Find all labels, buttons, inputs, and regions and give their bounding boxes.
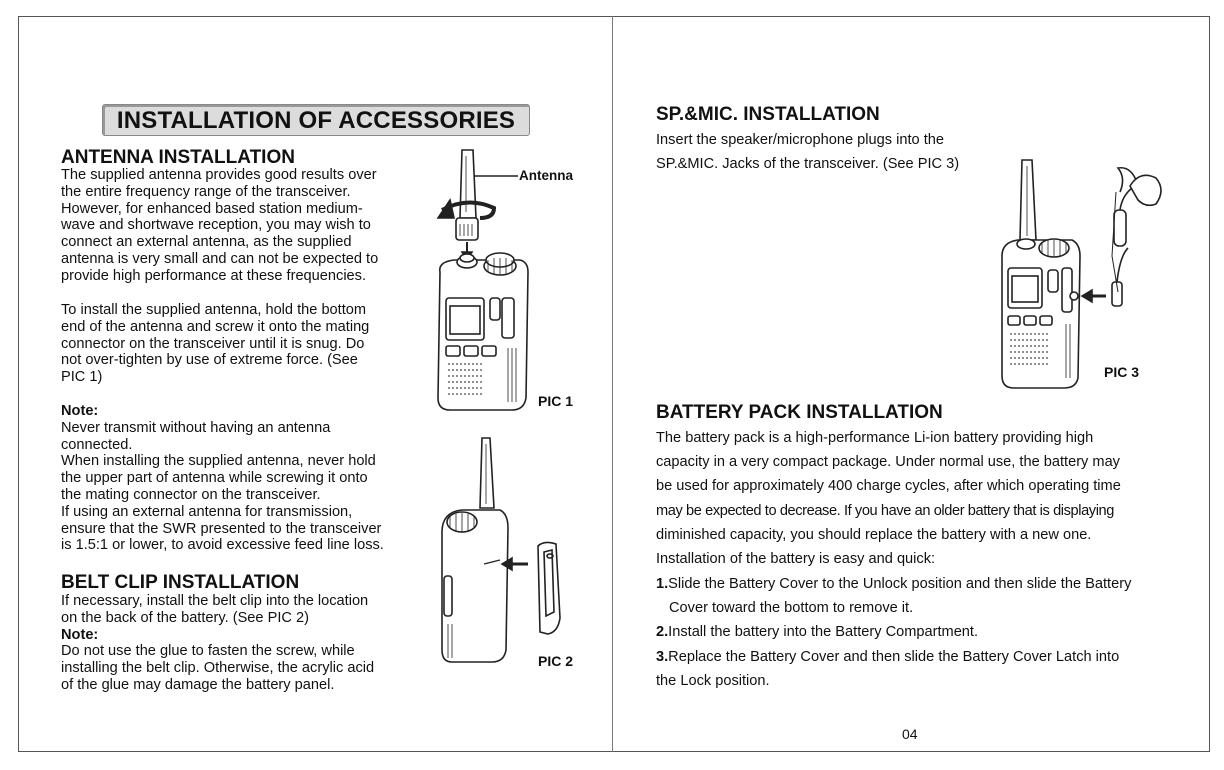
battery-line: Installation of the battery is easy and quick: <box>656 551 936 568</box>
battery-line: diminished capacity, you should replace the battery with a new one. <box>656 526 1092 543</box>
antenna-para1 <box>61 167 405 285</box>
note-line: Do not use the glue to fasten the screw, while <box>61 643 355 660</box>
belt-clip-para <box>61 593 405 694</box>
step-continuation: the Lock position. <box>656 672 770 689</box>
battery-step <box>656 620 1176 644</box>
step-number: 3. <box>656 648 669 665</box>
step-text: Slide the Battery Cover to the Unlock position and then slide the Battery <box>668 576 1132 592</box>
note-line: is 1.5:1 or lower, to avoid excessive feed line loss. <box>61 537 384 554</box>
belt-line: If necessary, install the belt clip into the location <box>61 593 369 609</box>
pic2-beltclip-illustration <box>432 436 572 668</box>
battery-step <box>656 572 1176 596</box>
note-line: installing the belt clip. Otherwise, the acrylic acid <box>61 660 375 677</box>
note-line: the mating connector on the transceiver. <box>61 486 321 503</box>
battery-line: be used for approximately 400 charge cycles, after which operating time <box>656 478 1121 495</box>
note-line: connected. <box>61 436 133 453</box>
note-line: If using an external antenna for transmission, <box>61 503 353 520</box>
pic2-label: PIC 2 <box>538 653 574 669</box>
battery-steps <box>656 572 1176 693</box>
note-line: of the glue may damage the battery panel. <box>61 676 335 693</box>
spmic-heading: SP.&MIC. INSTALLATION <box>656 104 880 125</box>
battery-line: may be expected to decrease. If you have an older battery that is displaying <box>656 502 1114 519</box>
battery-line: The battery pack is a high-performance Li-ion battery providing high <box>656 430 1094 446</box>
battery-line: capacity in a very compact package. Under normal use, the battery may <box>656 454 1120 471</box>
step-text: Install the battery into the Battery Compartment. <box>668 624 979 641</box>
antenna-heading: ANTENNA INSTALLATION <box>61 147 295 168</box>
pic3-speaker-mic-illustration <box>990 156 1175 392</box>
step-continuation: Cover toward the bottom to remove it. <box>669 600 914 617</box>
note-line: When installing the supplied antenna, never hold <box>61 453 376 470</box>
step-number: 2. <box>656 624 669 641</box>
page-number: 04 <box>902 726 918 742</box>
antenna-para1-line: However, for enhanced based station medium- <box>61 200 363 217</box>
antenna-para1-line: antenna is very small and can not be expected to <box>61 250 379 267</box>
antenna-para2-line: connector on the transceiver until it is snug. Do <box>61 335 365 352</box>
antenna-para1-line: connect an external antenna, as the supplied <box>61 234 352 251</box>
antenna-para1-line: provide high performance at these frequencies. <box>61 267 367 284</box>
note-label: Note: <box>61 403 99 419</box>
antenna-para2 <box>61 302 405 386</box>
antenna-callout: Antenna <box>519 168 573 183</box>
spread-divider <box>612 16 613 752</box>
spmic-text <box>656 128 959 176</box>
battery-text <box>656 426 1168 571</box>
note-line: ensure that the SWR presented to the transceiver <box>61 520 382 537</box>
spmic-line: SP.&MIC. Jacks of the transceiver. (See PIC 3) <box>656 156 960 173</box>
antenna-para1-line: wave and shortwave reception, you may wish to <box>61 217 371 234</box>
section-banner: INSTALLATION OF ACCESSORIES <box>102 104 530 136</box>
antenna-para2-line: PIC 1) <box>61 369 103 386</box>
belt-clip-heading: BELT CLIP INSTALLATION <box>61 572 300 593</box>
antenna-para1-line: The supplied antenna provides good results over <box>61 167 377 183</box>
battery-heading: BATTERY PACK INSTALLATION <box>656 402 943 423</box>
antenna-para1-line: the entire frequency range of the transceiver. <box>61 183 351 200</box>
belt-line: on the back of the battery. (See PIC 2) <box>61 609 309 626</box>
note-line: the upper part of antenna while screwing it onto <box>61 470 368 487</box>
antenna-para2-line: To install the supplied antenna, hold the bottom <box>61 302 367 318</box>
step-number: 1. <box>656 576 669 592</box>
antenna-para2-line: end of the antenna and screw it onto the mating <box>61 318 370 335</box>
antenna-para2-line: not over-tighten by use of extreme force. (See <box>61 352 358 369</box>
note-line: Never transmit without having an antenna <box>61 419 331 436</box>
antenna-note <box>61 403 405 554</box>
pic1-radio-illustration <box>420 148 595 416</box>
spmic-line: Insert the speaker/microphone plugs into the <box>656 132 944 148</box>
note-label: Note: <box>61 626 99 643</box>
step-text: Replace the Battery Cover and then slide the Battery Cover Latch into <box>668 648 1120 665</box>
pic1-label: PIC 1 <box>538 393 574 409</box>
pic3-label: PIC 3 <box>1104 364 1140 380</box>
battery-step <box>656 645 1176 669</box>
